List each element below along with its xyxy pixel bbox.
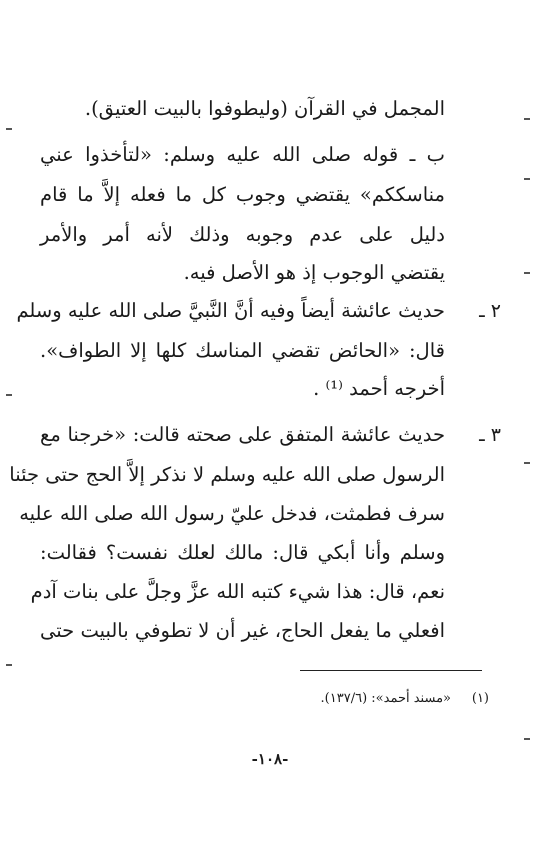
text-line-3: مناسككم» يقتضي وجوب كل ما فعله إلاَّ ما قام [40, 183, 445, 206]
footnote-number: (١) [471, 691, 489, 706]
text-line-9: حديث عائشة المتفق على صحته قالت: «خرجنا مع [40, 423, 445, 446]
margin-mark [524, 738, 530, 740]
text-line-7: قال: «الحائض تقضي المناسك كلها إلا الطواف». [40, 339, 445, 362]
item-number-2: ٢ ـ [479, 300, 501, 322]
text-line-14: افعلي ما يفعل الحاج، غير أن لا تطوفي بالبيت حتى [40, 619, 445, 642]
margin-mark [6, 128, 12, 130]
text-line-13: نعم، قال: هذا شيء كتبه الله عزَّ وجلَّ على بنات آدم [30, 580, 445, 603]
text-line-2: ب ـ قوله صلى الله عليه وسلم: «لتأخذوا عني [40, 143, 445, 166]
text-line-12: وسلم وأنا أبكي قال: مالك لعلك نفست؟ فقالت: [40, 541, 445, 564]
margin-mark [6, 394, 12, 396]
margin-mark [524, 118, 530, 120]
margin-mark [6, 664, 12, 666]
text-line-1: المجمل في القرآن (وليطوفوا بالبيت العتيق). [84, 97, 445, 120]
page-number: -١٠٨- [251, 750, 289, 768]
text-line-10: الرسول صلى الله عليه وسلم لا نذكر إلاَّ الحج حتى جئنا [9, 463, 445, 486]
text-line-6: حديث عائشة أيضاً وفيه أنَّ النَّبيَّ صلى الله عليه وسلم [16, 299, 445, 322]
margin-mark [524, 178, 530, 180]
margin-mark [524, 462, 530, 464]
footnote-text: «مسند أحمد»: (١٣٧/٦). [320, 691, 451, 706]
footnote-separator [300, 670, 482, 671]
text-line-8: أخرجه أحمد ⁽¹⁾ . [313, 377, 445, 400]
text-line-11: سرف فطمثت، فدخل عليّ رسول الله صلى الله عليه [19, 502, 445, 525]
text-line-4: دليل على عدم وجوبه وذلك لأنه أمر والأمر [40, 223, 445, 246]
item-number-3: ٣ ـ [479, 424, 501, 446]
margin-mark [524, 272, 530, 274]
text-line-5: يقتضي الوجوب إذ هو الأصل فيه. [183, 261, 445, 284]
